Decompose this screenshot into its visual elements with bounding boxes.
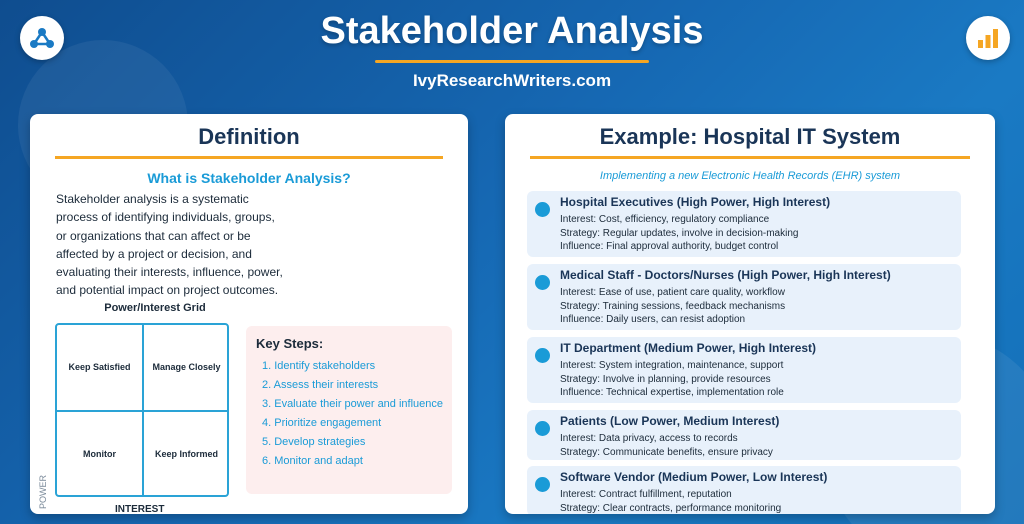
key-steps-box (246, 326, 452, 494)
definition-subtitle: What is Stakeholder Analysis? (147, 170, 351, 186)
stakeholder-interest: Interest: System integration, maintenance, support (560, 360, 784, 371)
stakeholder-card (527, 410, 961, 460)
bullet-dot-icon (535, 275, 550, 290)
example-card (505, 114, 995, 514)
stakeholder-interest: Interest: Ease of use, patient care quality, workflow (560, 287, 785, 298)
stakeholder-influence: Influence: Daily users, can resist adoption (560, 314, 746, 326)
stakeholder-interest: Interest: Contract fulfillment, reputation (560, 489, 732, 500)
example-title: Example: Hospital IT System (599, 124, 901, 149)
stakeholder-details (560, 213, 798, 254)
step-item: 5. Develop strategies (262, 436, 366, 448)
stakeholder-strategy: Strategy: Communicate benefits, ensure privacy (560, 446, 773, 458)
stakeholder-name: Medical Staff - Doctors/Nurses (High Power, High Interest) (560, 268, 891, 282)
stakeholder-strategy: Strategy: Training sessions, feedback mechanisms (560, 300, 786, 312)
stakeholder-card (527, 466, 961, 514)
title-underline (375, 60, 649, 63)
stakeholder-details (560, 432, 773, 459)
stakeholder-strategy: Strategy: Regular updates, involve in decision-making (560, 227, 799, 239)
stakeholder-card (527, 264, 961, 330)
quadrant-manage-closely: Manage Closely (152, 362, 221, 372)
example-rule (530, 156, 970, 159)
definition-card (30, 114, 468, 514)
step-item: 2. Assess their interests (262, 379, 379, 391)
step-item: 4. Prioritize engagement (262, 417, 382, 429)
stakeholder-name: Software Vendor (Medium Power, Low Interest) (560, 470, 828, 484)
grid-title: Power/Interest Grid (104, 302, 206, 314)
stakeholder-details (560, 488, 781, 514)
quadrant-keep-satisfied: Keep Satisfied (68, 362, 131, 372)
definition-title: Definition (198, 124, 300, 149)
bullet-dot-icon (535, 477, 550, 492)
page-title: Stakeholder Analysis (320, 10, 704, 52)
quadrant-monitor: Monitor (83, 449, 116, 459)
stakeholder-details (560, 286, 785, 327)
key-steps-list (256, 357, 452, 471)
step-item: 3. Evaluate their power and influence (262, 398, 444, 410)
bullet-dot-icon (535, 202, 550, 217)
stakeholder-interest: Interest: Data privacy, access to records (560, 433, 738, 444)
stakeholder-name: Patients (Low Power, Medium Interest) (560, 414, 780, 428)
stakeholder-influence: Influence: Final approval authority, budget control (560, 241, 779, 253)
axis-label-interest: INTEREST (115, 504, 165, 514)
stakeholder-interest: Interest: Cost, efficiency, regulatory compliance (560, 214, 770, 225)
definition-rule (55, 156, 443, 159)
quadrant-keep-informed: Keep Informed (154, 449, 218, 459)
stakeholder-name: IT Department (Medium Power, High Interest) (560, 341, 817, 355)
stakeholder-strategy: Strategy: Clear contracts, performance monitoring (560, 502, 782, 514)
example-subtitle: Implementing a new Electronic Health Records (EHR) system (599, 170, 901, 182)
stakeholder-card (527, 337, 961, 403)
bullet-dot-icon (535, 421, 550, 436)
stakeholder-name: Hospital Executives (High Power, High Interest) (560, 195, 831, 209)
key-steps-title: Key Steps: (256, 336, 324, 351)
step-item: 6. Monitor and adapt (262, 455, 363, 467)
stakeholder-strategy: Strategy: Involve in planning, provide resources (560, 373, 771, 385)
power-interest-grid (55, 323, 229, 497)
stakeholder-influence: Influence: Technical expertise, implementation role (560, 387, 784, 399)
stakeholder-details (560, 359, 784, 400)
stakeholder-card (527, 191, 961, 257)
site-name: IvyResearchWriters.com (412, 71, 612, 90)
definition-body: Stakeholder analysis is a systematic process of identifying individuals, groups, or organizations that can affect or be affected by a project or decision, and evaluating their interests, influence, power, and potential impact on project outcomes. (56, 192, 283, 298)
axis-label-power: POWER (38, 474, 48, 509)
bullet-dot-icon (535, 348, 550, 363)
step-item: 1. Identify stakeholders (262, 360, 376, 372)
